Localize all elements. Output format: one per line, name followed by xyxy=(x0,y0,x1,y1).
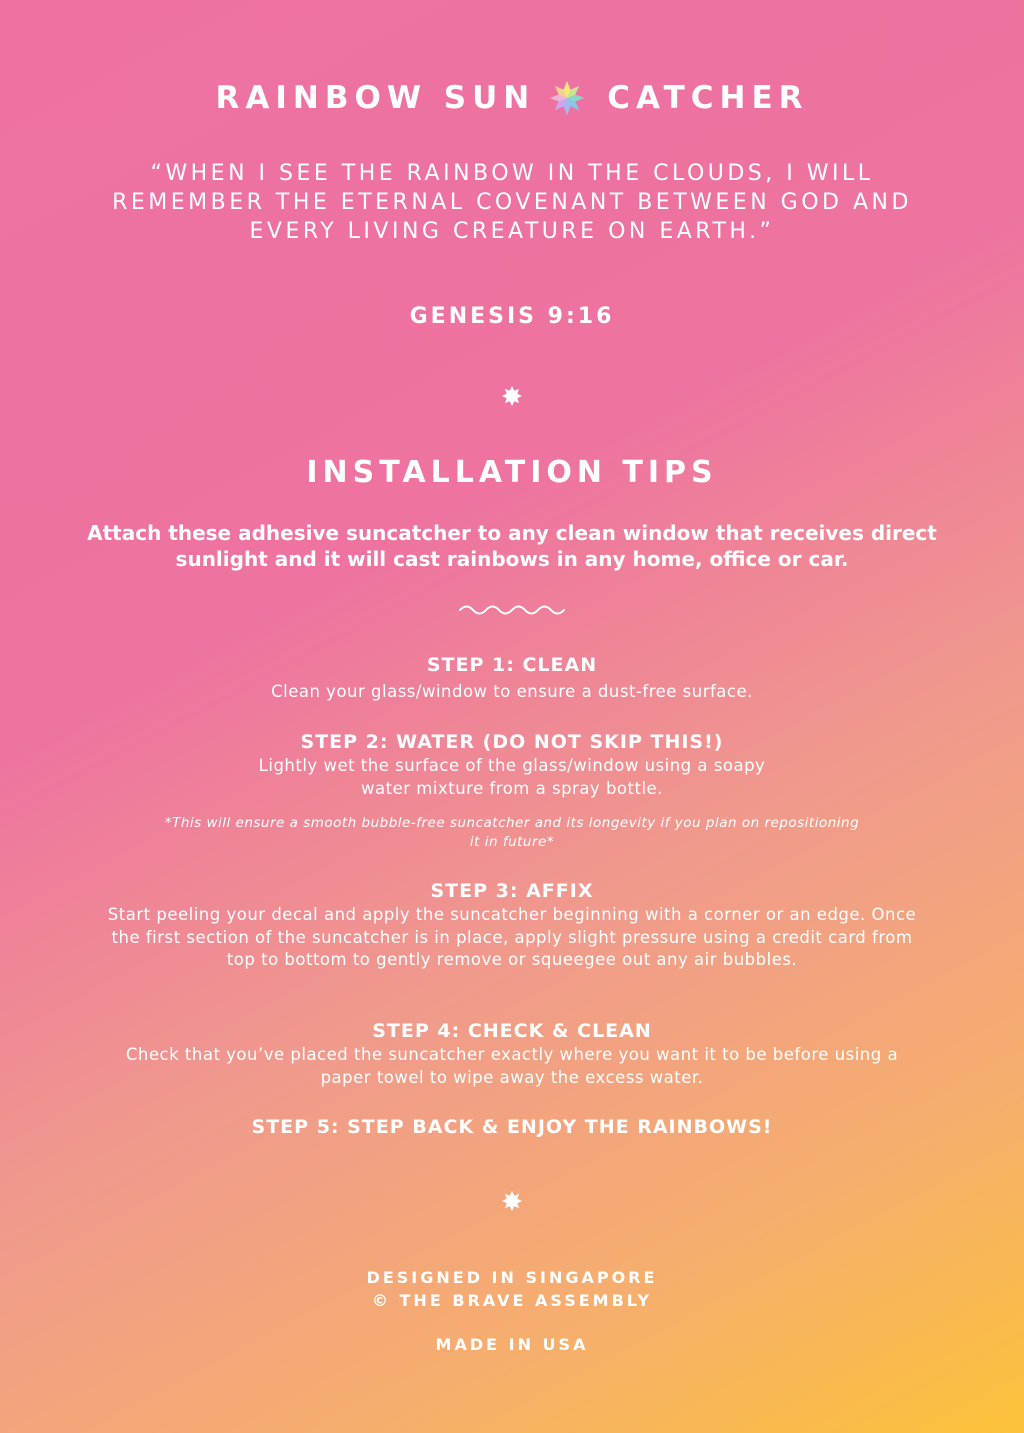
wave-divider-icon xyxy=(458,601,566,617)
step-2-title: STEP 2: WATER (DO NOT SKIP THIS!) xyxy=(300,731,724,753)
step-3-title: STEP 3: AFFIX xyxy=(430,880,594,902)
installation-intro: Attach these adhesive suncatcher to any clean window that receives direct sunlight and it will cast rainbows in any home, office or car. xyxy=(87,521,937,571)
title-right: CATCHER xyxy=(607,80,809,116)
step-5-title: STEP 5: STEP BACK & ENJOY THE RAINBOWS! xyxy=(251,1116,773,1138)
installation-heading: INSTALLATION TIPS xyxy=(306,455,718,490)
made-in-label: MADE IN USA xyxy=(435,1335,589,1354)
page-title xyxy=(0,80,1024,116)
step-1-title: STEP 1: CLEAN xyxy=(426,654,598,676)
step-1-description: Clean your glass/window to ensure a dust-free surface. xyxy=(271,682,753,701)
sparkle-icon xyxy=(502,1191,522,1211)
scripture-quote: “WHEN I SEE THE RAINBOW IN THE CLOUDS, I WILL REMEMBER THE ETERNAL COVENANT BETWEEN GOD AND EVERY LIVING CREATURE ON EARTH.” xyxy=(112,161,912,244)
copyright-label: © THE BRAVE ASSEMBLY xyxy=(371,1291,653,1310)
multicolor-star-icon xyxy=(549,80,585,116)
step-2-description: Lightly wet the surface of the glass/window using a soapy water mixture from a spray bottle. xyxy=(258,756,766,798)
designed-in-label: DESIGNED IN SINGAPORE xyxy=(366,1268,658,1287)
step-2-note: *This will ensure a smooth bubble-free suncatcher and its longevity if you plan on repositioning it in future* xyxy=(164,815,860,850)
title-left: RAINBOW SUN xyxy=(215,80,536,116)
scripture-reference: GENESIS 9:16 xyxy=(409,304,615,329)
step-3-description: Start peeling your decal and apply the suncatcher beginning with a corner or an edge. Once the first section of the suncatcher is in place, apply slight pressure using a credit card from top to bottom to gently remove or squeegee out any air bubbles. xyxy=(107,905,917,969)
step-4-description: Check that you’ve placed the suncatcher exactly where you want it to be before using a paper towel to wipe away the excess water. xyxy=(125,1045,899,1087)
sparkle-icon xyxy=(502,386,522,406)
step-4-title: STEP 4: CHECK & CLEAN xyxy=(372,1020,652,1042)
